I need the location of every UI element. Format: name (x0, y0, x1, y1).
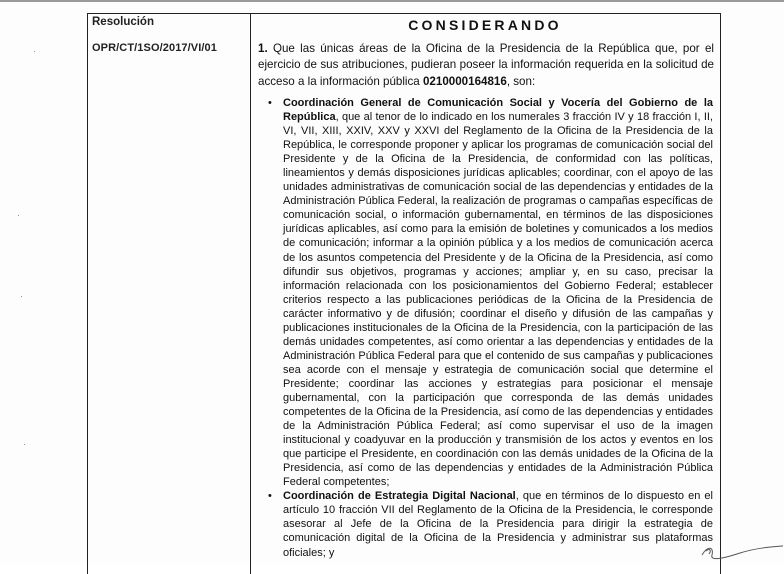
resolution-code: OPR/CT/1SO/2017/VI/01 (92, 42, 217, 54)
intro-number: 1. (258, 42, 268, 55)
area-name: Coordinación de Estrategia Digital Nacional (283, 490, 516, 503)
column-divider (250, 14, 251, 574)
signature-scribble-icon (700, 535, 784, 563)
considerando-heading: CONSIDERANDO (408, 17, 562, 33)
intro-text: Que las únicas áreas de la Oficina de la Presidencia de la República que, por el ejercicio de sus atribuciones, pudieran poseer la información requerida en la solicitud de acceso a la información pública (258, 42, 714, 88)
request-folio: 0210000164816 (422, 74, 507, 88)
area-description: , que en términos de lo dispuesto en el artículo 10 fracción VII del Reglamento de la Oficina de la Presidencia, le corresponde asesorar al Jefe de la Oficina de la Presidencia para dirigir la estrategia de comunicación digital de la Oficina de la Presidencia y administrar sus plataformas oficiales; y (283, 490, 713, 559)
scan-speck: · (23, 439, 26, 449)
scan-speck: · (20, 291, 23, 301)
scan-top-edge (0, 0, 784, 2)
resolution-label: Resolución (92, 16, 154, 28)
bullet-icon: • (268, 490, 272, 503)
resolution-table (87, 13, 721, 574)
scan-speck: · (17, 210, 20, 220)
considerando-intro (258, 41, 714, 90)
bullet-icon: • (268, 97, 272, 109)
area-name: Coordinación General de Comunicación Social y Vocería del Gobierno de la República (283, 97, 713, 124)
scan-speck: · (33, 46, 36, 56)
area-description: , que al tenor de lo indicado en los numerales 3 fracción IV y 18 fracción I, II, VI, VII, XIII, XXIV, XXV y XXVI del Reglamento de la Oficina de la Presidencia de la República, le corresponde proponer y aplicar los programas de comunicación social del Presidente y de la Oficina de la Presidencia, de conformidad con las políticas, lineamientos y demás disposiciones jurídicas aplicables; coordinar, con el apoyo de las unidades administrativas de comunicación social de las dependencias y entidades de la Administración Pública Federal, la realización de programas o campañas específicas de comunicación social, o información gubernamental, en términos de las disposiciones jurídicas aplicables, así como para la emisión de boletines y comunicados a los medios de comunicación; informar a la opinión pública y a los medios de comunicación acerca de los asuntos competencia del Presidente y de la Oficina de la Presidencia, así como difundir sus objetivos, programas y acciones; ampliar y, en su caso, precisar la información relacionada con los posicionamientos del Gobierno Federal; establecer criterios respecto a las publicaciones periódicas de la Oficina de la Presidencia de carácter informativo y de difusión; coordinar el diseño y difusión de las campañas y publicaciones institucionales de la Oficina de la Presidencia, con la participación de las demás unidades competentes, así como orientar a las dependencias y entidades de la Administración Pública Federal para que el contenido de sus campañas y publicaciones sea acorde con el mensaje y estrategia de comunicación social que determine el Presidente; coordinar las acciones y estrategias para posicionar el mensaje gubernamental, con la participación que corresponda de las demás unidades competentes de la Oficina de la Presidencia, así como de las dependencias y entidades de la Administración Pública Federal; así como supervisar el uso de la imagen institucional y coadyuvar en la producción y transmisión de los actos y eventos en los que participe el Presidente, en coordinación con las demás unidades de la Oficina de la Presidencia, así como de las dependencias y entidades de la Administración Pública Federal competentes; (283, 111, 713, 489)
list-item (265, 489, 713, 559)
intro-text-end: , son: (506, 74, 536, 88)
list-item (265, 96, 713, 489)
area-list (265, 96, 713, 560)
